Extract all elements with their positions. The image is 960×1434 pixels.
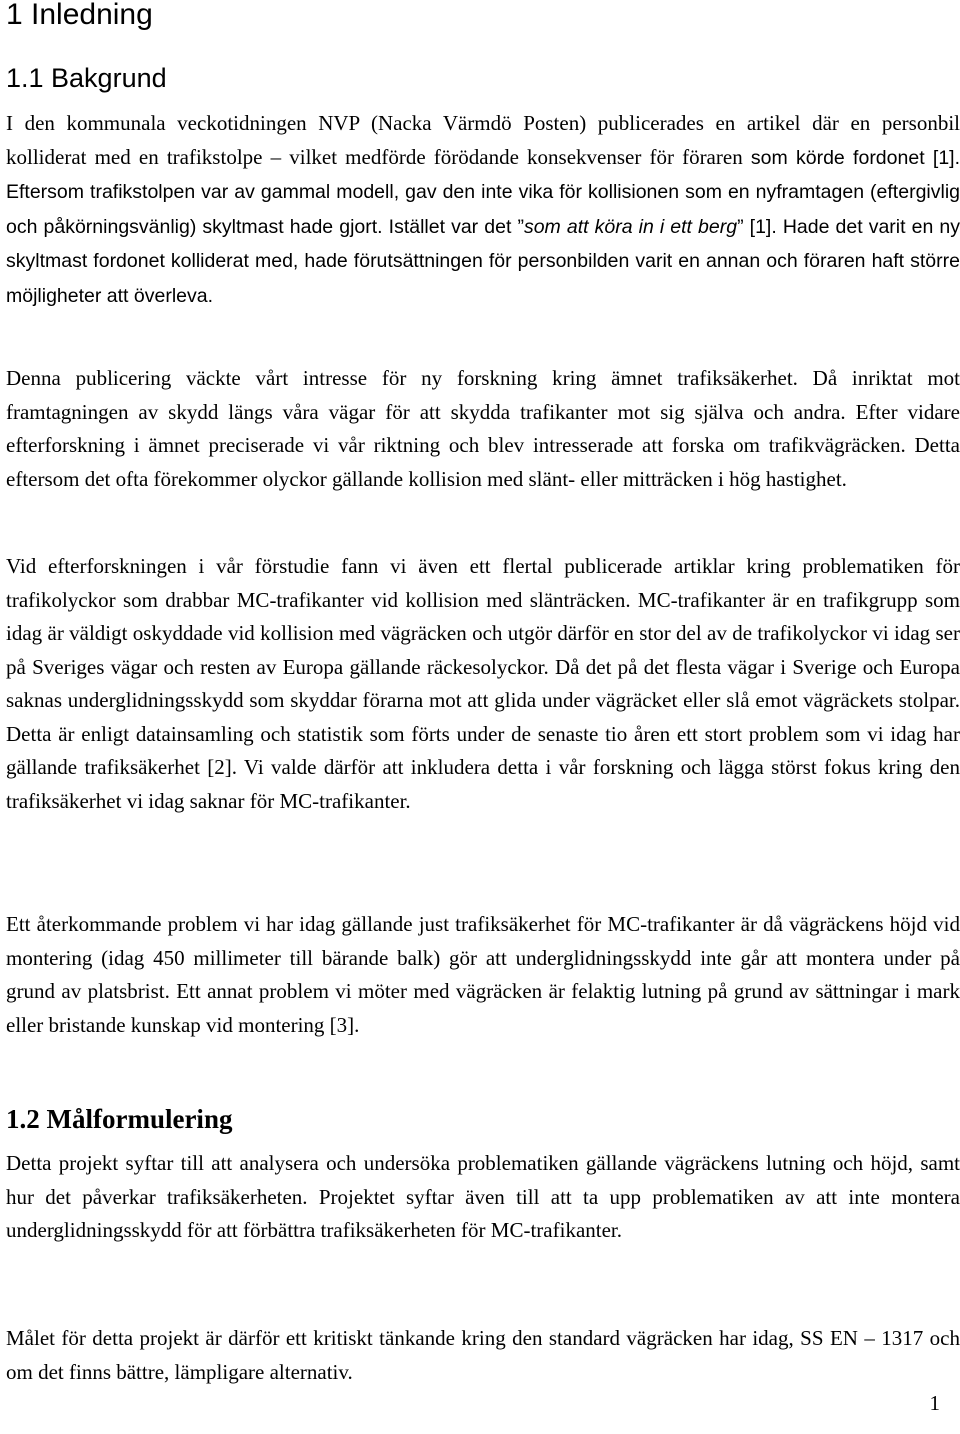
section-heading-malformulering: 1.2 Målformulering <box>6 1104 233 1134</box>
paragraph-bakgrund-2: Denna publicering väckte vårt intresse för ny forskning kring ämnet trafiksäkerhet. Då inriktat mot framtagningen av skydd längs våra vägar för att skydda trafikanter mot sig själva och andra. Efter vidare efterforskning i ämnet preciserade vi vår riktning och blev intresserade att forska om trafikvägräcken. Detta eftersom det ofta förekommer olyckor gällande kollision med slänt- eller mitträcken i hög hastighet. <box>6 366 960 491</box>
paragraph-bakgrund-4: Ett återkommande problem vi har idag gällande just trafiksäkerhet för MC-trafikanter är då vägräckens höjd vid montering (idag 450 millimeter till bärande balk) gör att underglidningsskydd inte går att montera under på grund av platsbrist. Ett annat problem vi möter med vägräcken är felaktig lutning på grund av sättningar i mark eller bristande kunskap vid montering [3]. <box>6 912 960 1037</box>
quote-text: som att köra in i ett berg <box>523 215 738 238</box>
paragraph-bakgrund-1-part3: ” [1]. Hade det varit en ny skyltmast fordonet kolliderat med, hade förutsättningen för personbilden varit en annan och föraren haft större möjligheter att överleva. <box>6 215 960 307</box>
page-number: 1 <box>929 1391 940 1415</box>
paragraph-mal-1: Detta projekt syftar till att analysera och undersöka problematiken gällande vägräckens lutning och höjd, samt hur det påverkar trafiksäkerheten. Projektet syftar även till att ta upp problematiken av att inte montera underglidningsskydd för att förbättra trafiksäkerheten för MC-trafikanter. <box>6 1151 960 1242</box>
paragraph-mal-2: Målet för detta projekt är därför ett kritiskt tänkande kring den standard vägräcken har idag, SS EN – 1317 och om det finns bättre, lämpligare alternativ. <box>6 1326 960 1384</box>
paragraph-bakgrund-1 <box>6 107 960 313</box>
paragraph-bakgrund-1-part2: som körde fordonet [1]. Eftersom trafikstolpen var av gammal modell, gav den inte vika för kollisionen som en nyframtagen (eftergivlig och påkörningsvänlig) skyltmast hade gjort. Istället var det ” <box>6 146 960 238</box>
paragraph-bakgrund-1-part1: I den kommunala veckotidningen NVP (Nacka Värmdö Posten) publicerades en artikel där en personbil kolliderat med en trafikstolpe – vilket medförde förödande konsekvenser för föraren <box>6 111 960 169</box>
chapter-heading: 1 Inledning <box>6 0 153 31</box>
paragraph-bakgrund-3: Vid efterforskningen i vår förstudie fann vi även ett flertal publicerade artiklar kring problematiken för trafikolyckor som drabbar MC-trafikanter vid kollision med slänträcken. MC-trafikanter är en trafikgrupp som idag är väldigt oskyddade vid kollision med vägräcken och utgör därför en stor del av de trafikolyckor vi idag ser på Sveriges vägar och resten av Europa gällande räckesolyckor. Då det på det flesta vägar i Sverige och Europa saknas underglidningsskydd som skyddar förarna mot att glida under vägräcket eller slå emot vägräckets stolpar. Detta är enligt datainsamling och statistik som förts under de senaste tio åren ett stort problem som vi idag har gällande trafiksäkerhet [2]. Vi valde därför att inkludera detta i vår forskning och lägga störst fokus kring den trafiksäkerhet vi idag saknar för MC-trafikanter. <box>6 554 960 813</box>
section-heading-bakgrund: 1.1 Bakgrund <box>6 63 167 93</box>
